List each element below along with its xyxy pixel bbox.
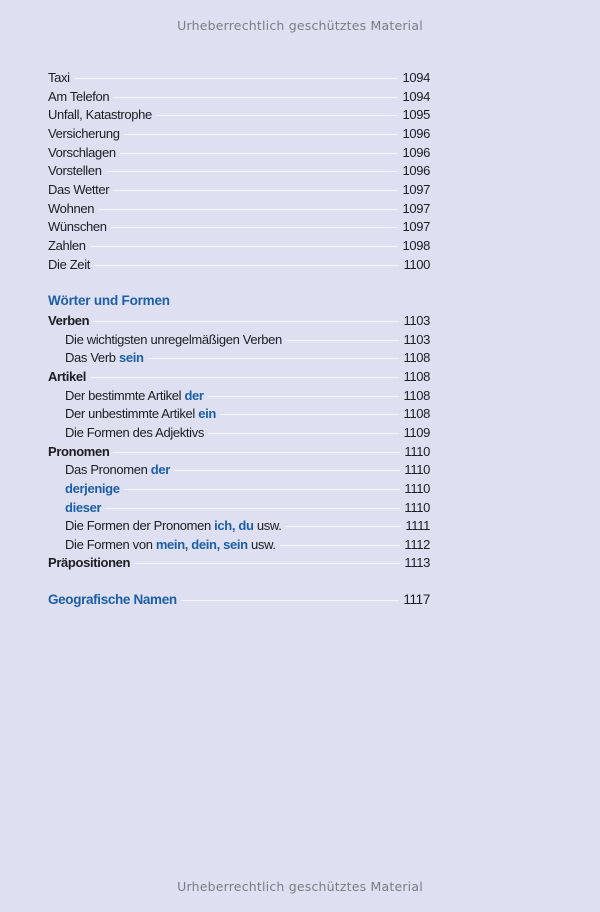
toc-entry[interactable] <box>65 387 430 405</box>
entry-label: Geografische Namen <box>48 592 177 607</box>
leader-line <box>124 134 399 135</box>
leader-line <box>93 321 399 322</box>
leader-line <box>124 489 401 490</box>
toc-entry[interactable] <box>48 312 430 330</box>
page-number: 1096 <box>402 125 430 141</box>
entry-label: der <box>184 387 204 403</box>
toc-entry[interactable] <box>48 106 430 124</box>
entry-label: mein, dein, sein <box>155 536 248 552</box>
leader-line <box>181 600 400 601</box>
entry-label: Die Formen der Pronomen <box>65 518 215 534</box>
leader-line <box>90 377 399 378</box>
page-number: 1109 <box>403 424 430 440</box>
toc-entry[interactable] <box>48 144 430 162</box>
page-number: 1098 <box>402 237 430 253</box>
page-number: 1095 <box>402 107 430 123</box>
entry-label: ich, du <box>214 518 254 534</box>
leader-line <box>98 209 398 210</box>
leader-line <box>94 265 399 266</box>
entry-label: Vorstellen <box>48 163 102 179</box>
entry-label: Wünschen <box>48 219 107 235</box>
toc-entry[interactable] <box>65 480 430 498</box>
page-number: 1112 <box>404 536 430 552</box>
entry-label: Artikel <box>48 368 87 384</box>
leader-line <box>111 227 399 228</box>
page-number: 1103 <box>403 331 430 347</box>
page-number: 1110 <box>404 480 430 496</box>
toc-entry[interactable] <box>48 69 430 87</box>
leader-line <box>208 433 399 434</box>
toc-entry[interactable] <box>65 517 430 535</box>
entry-label: derjenige <box>65 480 120 496</box>
toc-entry[interactable] <box>65 499 430 517</box>
page-number: 1108 <box>403 350 430 366</box>
page-number: 1096 <box>402 163 430 179</box>
entry-label: usw. <box>247 536 276 552</box>
toc-entry[interactable] <box>48 256 430 274</box>
toc-entry[interactable] <box>48 162 430 180</box>
entry-label: Taxi <box>48 70 70 85</box>
toc-entry-geografische-namen[interactable] <box>48 591 430 609</box>
entry-label: Die wichtigsten unregelmäßigen Verben <box>65 331 282 347</box>
leader-line <box>74 78 399 79</box>
toc-entry[interactable] <box>48 554 430 572</box>
page-number: 1110 <box>404 462 430 478</box>
watermark-bottom: Urheberrechtlich geschütztes Material <box>177 879 423 894</box>
entry-label: Vorschlagen <box>48 144 116 160</box>
page-number: 1108 <box>403 406 430 422</box>
entry-label: dieser <box>65 499 102 515</box>
entry-label: Versicherung <box>48 125 120 141</box>
toc-entry[interactable] <box>48 200 430 218</box>
entry-label: Die Formen von <box>65 536 156 552</box>
entry-label: Die Formen des Adjektivs <box>65 424 204 440</box>
toc-entry[interactable] <box>65 424 430 442</box>
entry-label: Das Wetter <box>48 181 110 197</box>
entry-label: Präpositionen <box>48 555 131 571</box>
leader-line <box>113 190 398 191</box>
entry-label: Unfall, Katastrophe <box>48 107 152 123</box>
leader-line <box>208 396 400 397</box>
entry-label: Verben <box>48 313 90 328</box>
entry-label: Am Telefon <box>48 88 110 104</box>
leader-line <box>156 115 399 116</box>
page-number: 1096 <box>402 144 430 160</box>
leader-line <box>90 246 399 247</box>
entry-label: Zahlen <box>48 237 86 253</box>
page-number: 1094 <box>402 88 430 104</box>
toc-entry[interactable] <box>65 405 430 423</box>
leader-line <box>105 508 400 509</box>
toc-entry[interactable] <box>65 331 430 349</box>
leader-line <box>220 414 399 415</box>
toc-entry[interactable] <box>48 88 430 106</box>
entry-label: Die Zeit <box>48 256 90 272</box>
toc-entry[interactable] <box>48 218 430 236</box>
watermark-top: Urheberrechtlich geschütztes Material <box>177 18 423 33</box>
leader-line <box>113 97 398 98</box>
toc-entry[interactable] <box>48 181 430 199</box>
leader-line <box>106 171 399 172</box>
page-number: 1097 <box>402 200 430 216</box>
page-number: 1097 <box>402 219 430 235</box>
entry-label: ein <box>198 406 216 422</box>
leader-line <box>286 340 400 341</box>
entry-label: Der bestimmte Artikel <box>65 387 185 403</box>
leader-line <box>148 358 400 359</box>
entry-label: Pronomen <box>48 443 110 459</box>
entry-label: sein <box>118 350 144 366</box>
toc-entry[interactable] <box>65 349 430 367</box>
page-number: 1111 <box>405 518 430 534</box>
page-number: 1108 <box>403 368 430 384</box>
entry-label: der <box>150 462 170 478</box>
toc-entry[interactable] <box>48 443 430 461</box>
entry-label: Das Verb <box>65 350 119 366</box>
toc-entry[interactable] <box>65 536 430 554</box>
leader-line <box>113 452 400 453</box>
page-number: 1103 <box>403 313 430 328</box>
page-number: 1108 <box>403 387 430 403</box>
page-number: 1110 <box>404 443 430 459</box>
toc-entry[interactable] <box>65 461 430 479</box>
toc-entry[interactable] <box>48 125 430 143</box>
entry-label: Wohnen <box>48 200 95 216</box>
leader-line <box>285 526 401 527</box>
toc-entry[interactable] <box>48 368 430 386</box>
leader-line <box>174 470 400 471</box>
page-number: 1113 <box>404 555 430 571</box>
page-number: 1097 <box>402 181 430 197</box>
page-number: 1110 <box>404 499 430 515</box>
leader-line <box>120 153 399 154</box>
page-number: 1100 <box>403 256 430 272</box>
page-number: 1117 <box>403 592 430 607</box>
entry-label: usw. <box>253 518 282 534</box>
toc-entry[interactable] <box>48 237 430 255</box>
entry-label: Der unbestimmte Artikel <box>65 406 199 422</box>
leader-line <box>134 563 400 564</box>
section-heading: Wörter und Formen <box>48 293 170 308</box>
page-number: 1094 <box>402 70 430 85</box>
entry-label: Das Pronomen <box>65 462 151 478</box>
leader-line <box>280 545 401 546</box>
